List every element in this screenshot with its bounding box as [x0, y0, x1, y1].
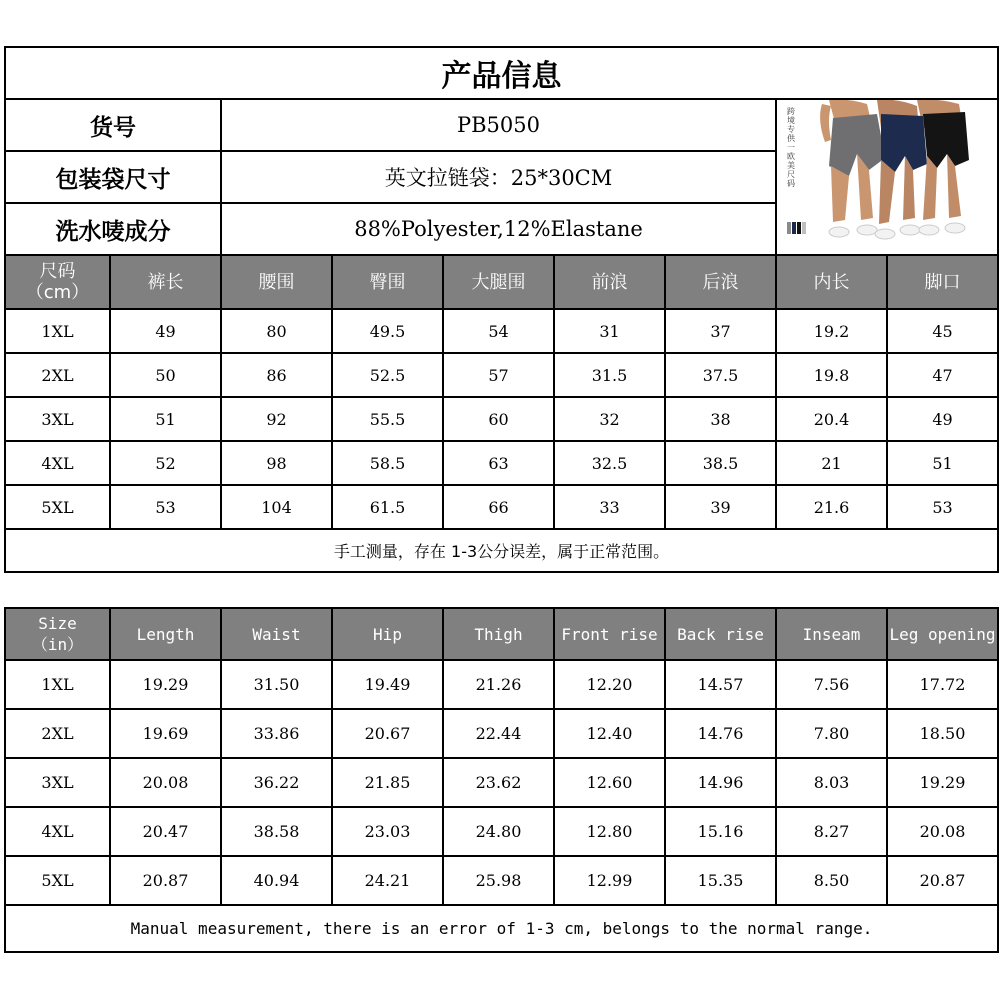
table-cell: 86: [221, 353, 332, 397]
table-row: [5, 758, 998, 807]
composition-label: 洗水唛成分: [5, 203, 221, 255]
size-cell: 2XL: [5, 709, 110, 758]
table-cell: 24.21: [332, 856, 443, 905]
table-cell: 51: [887, 441, 998, 485]
table-cell: 8.03: [776, 758, 887, 807]
table-cell: 20.47: [110, 807, 221, 856]
table-cell: 7.56: [776, 660, 887, 709]
item-number-value: PB5050: [221, 99, 776, 151]
table-row: [5, 485, 998, 529]
table-cell: 31.50: [221, 660, 332, 709]
table-cell: 49.5: [332, 309, 443, 353]
size-cell: 4XL: [5, 441, 110, 485]
table-cell: 12.60: [554, 758, 665, 807]
table-cell: 47: [887, 353, 998, 397]
size-chart-inches-table: [4, 607, 999, 953]
table-cell: 54: [443, 309, 554, 353]
table-cell: 8.50: [776, 856, 887, 905]
table-cell: 21: [776, 441, 887, 485]
table-cell: 38.58: [221, 807, 332, 856]
table-cell: 38: [665, 397, 776, 441]
table-cell: 52.5: [332, 353, 443, 397]
header-back-rise: 后浪: [665, 255, 776, 309]
table-cell: 61.5: [332, 485, 443, 529]
header-size: 尺码 （cm）: [5, 255, 110, 309]
table-cell: 20.67: [332, 709, 443, 758]
table-cell: 20.08: [110, 758, 221, 807]
table-cell: 63: [443, 441, 554, 485]
table-cell: 12.99: [554, 856, 665, 905]
table-cell: 19.29: [887, 758, 998, 807]
table-cell: 23.03: [332, 807, 443, 856]
table-cell: 52: [110, 441, 221, 485]
header-front-rise: 前浪: [554, 255, 665, 309]
table-cell: 20.08: [887, 807, 998, 856]
size-cell: 3XL: [5, 397, 110, 441]
table-cell: 80: [221, 309, 332, 353]
header-waist: Waist: [221, 608, 332, 660]
table-cell: 32: [554, 397, 665, 441]
package-size-value: 英文拉链袋：25*30CM: [221, 151, 776, 203]
table-cell: 45: [887, 309, 998, 353]
table-cell: 15.16: [665, 807, 776, 856]
product-info-table: [4, 46, 999, 573]
table-cell: 32.5: [554, 441, 665, 485]
header-length: Length: [110, 608, 221, 660]
table-cell: 18.50: [887, 709, 998, 758]
table-row: [5, 309, 998, 353]
table-cell: 7.80: [776, 709, 887, 758]
table-cell: 15.35: [665, 856, 776, 905]
table-cell: 12.80: [554, 807, 665, 856]
in-measurement-note: Manual measurement, there is an error of 1-3 cm, belongs to the normal range.: [5, 905, 998, 952]
table-cell: 33.86: [221, 709, 332, 758]
table-row: [5, 441, 998, 485]
cm-measurement-note: 手工测量，存在 1-3公分误差，属于正常范围。: [5, 529, 998, 572]
table-row: [5, 709, 998, 758]
table-cell: 37.5: [665, 353, 776, 397]
package-size-label: 包装袋尺寸: [5, 151, 221, 203]
header-inseam: Inseam: [776, 608, 887, 660]
table-cell: 14.57: [665, 660, 776, 709]
table-cell: 98: [221, 441, 332, 485]
table-cell: 12.20: [554, 660, 665, 709]
header-leg-opening: Leg opening: [887, 608, 998, 660]
table-cell: 19.2: [776, 309, 887, 353]
table-cell: 21.26: [443, 660, 554, 709]
table-cell: 92: [221, 397, 332, 441]
table-cell: 21.6: [776, 485, 887, 529]
table-cell: 31.5: [554, 353, 665, 397]
header-back-rise: Back rise: [665, 608, 776, 660]
cm-header-row: [5, 255, 998, 309]
table-cell: 21.85: [332, 758, 443, 807]
table-cell: 31: [554, 309, 665, 353]
size-cell: 5XL: [5, 485, 110, 529]
header-length: 裤长: [110, 255, 221, 309]
table-cell: 19.8: [776, 353, 887, 397]
table-cell: 37: [665, 309, 776, 353]
table-cell: 58.5: [332, 441, 443, 485]
table-cell: 20.87: [887, 856, 998, 905]
table-cell: 19.29: [110, 660, 221, 709]
table-row: [5, 397, 998, 441]
table-cell: 49: [110, 309, 221, 353]
table-cell: 8.27: [776, 807, 887, 856]
table-cell: 66: [443, 485, 554, 529]
table-cell: 19.49: [332, 660, 443, 709]
header-front-rise: Front rise: [554, 608, 665, 660]
photo-side-text: 跨境专供 一欧美尺码: [787, 107, 795, 188]
table-row: [5, 353, 998, 397]
table-cell: 17.72: [887, 660, 998, 709]
table-cell: 55.5: [332, 397, 443, 441]
header-waist: 腰围: [221, 255, 332, 309]
table-cell: 24.80: [443, 807, 554, 856]
table-cell: 60: [443, 397, 554, 441]
in-header-row: [5, 608, 998, 660]
header-hip: Hip: [332, 608, 443, 660]
header-thigh: Thigh: [443, 608, 554, 660]
size-cell: 1XL: [5, 309, 110, 353]
table-cell: 51: [110, 397, 221, 441]
table-cell: 20.87: [110, 856, 221, 905]
table-cell: 23.62: [443, 758, 554, 807]
table-cell: 49: [887, 397, 998, 441]
table-cell: 38.5: [665, 441, 776, 485]
table-cell: 14.76: [665, 709, 776, 758]
item-number-label: 货号: [5, 99, 221, 151]
header-hip: 臀围: [332, 255, 443, 309]
composition-value: 88%Polyester,12%Elastane: [221, 203, 776, 255]
header-inseam: 内长: [776, 255, 887, 309]
size-cell: 5XL: [5, 856, 110, 905]
table-cell: 53: [887, 485, 998, 529]
table-cell: 50: [110, 353, 221, 397]
header-thigh: 大腿围: [443, 255, 554, 309]
header-leg-opening: 脚口: [887, 255, 998, 309]
table-cell: 33: [554, 485, 665, 529]
table-row: [5, 807, 998, 856]
product-photo-image: [777, 100, 998, 250]
table-cell: 20.4: [776, 397, 887, 441]
header-size: Size （in）: [5, 608, 110, 660]
table-cell: 104: [221, 485, 332, 529]
product-photo: [776, 99, 998, 255]
size-cell: 2XL: [5, 353, 110, 397]
table-cell: 12.40: [554, 709, 665, 758]
table-cell: 39: [665, 485, 776, 529]
table-cell: 25.98: [443, 856, 554, 905]
size-cell: 1XL: [5, 660, 110, 709]
table-cell: 40.94: [221, 856, 332, 905]
table-row: [5, 856, 998, 905]
table-cell: 36.22: [221, 758, 332, 807]
table-row: [5, 660, 998, 709]
table-cell: 22.44: [443, 709, 554, 758]
table-cell: 19.69: [110, 709, 221, 758]
size-cell: 4XL: [5, 807, 110, 856]
page-title: 产品信息: [5, 47, 998, 99]
size-cell: 3XL: [5, 758, 110, 807]
table-cell: 14.96: [665, 758, 776, 807]
table-cell: 53: [110, 485, 221, 529]
table-cell: 57: [443, 353, 554, 397]
